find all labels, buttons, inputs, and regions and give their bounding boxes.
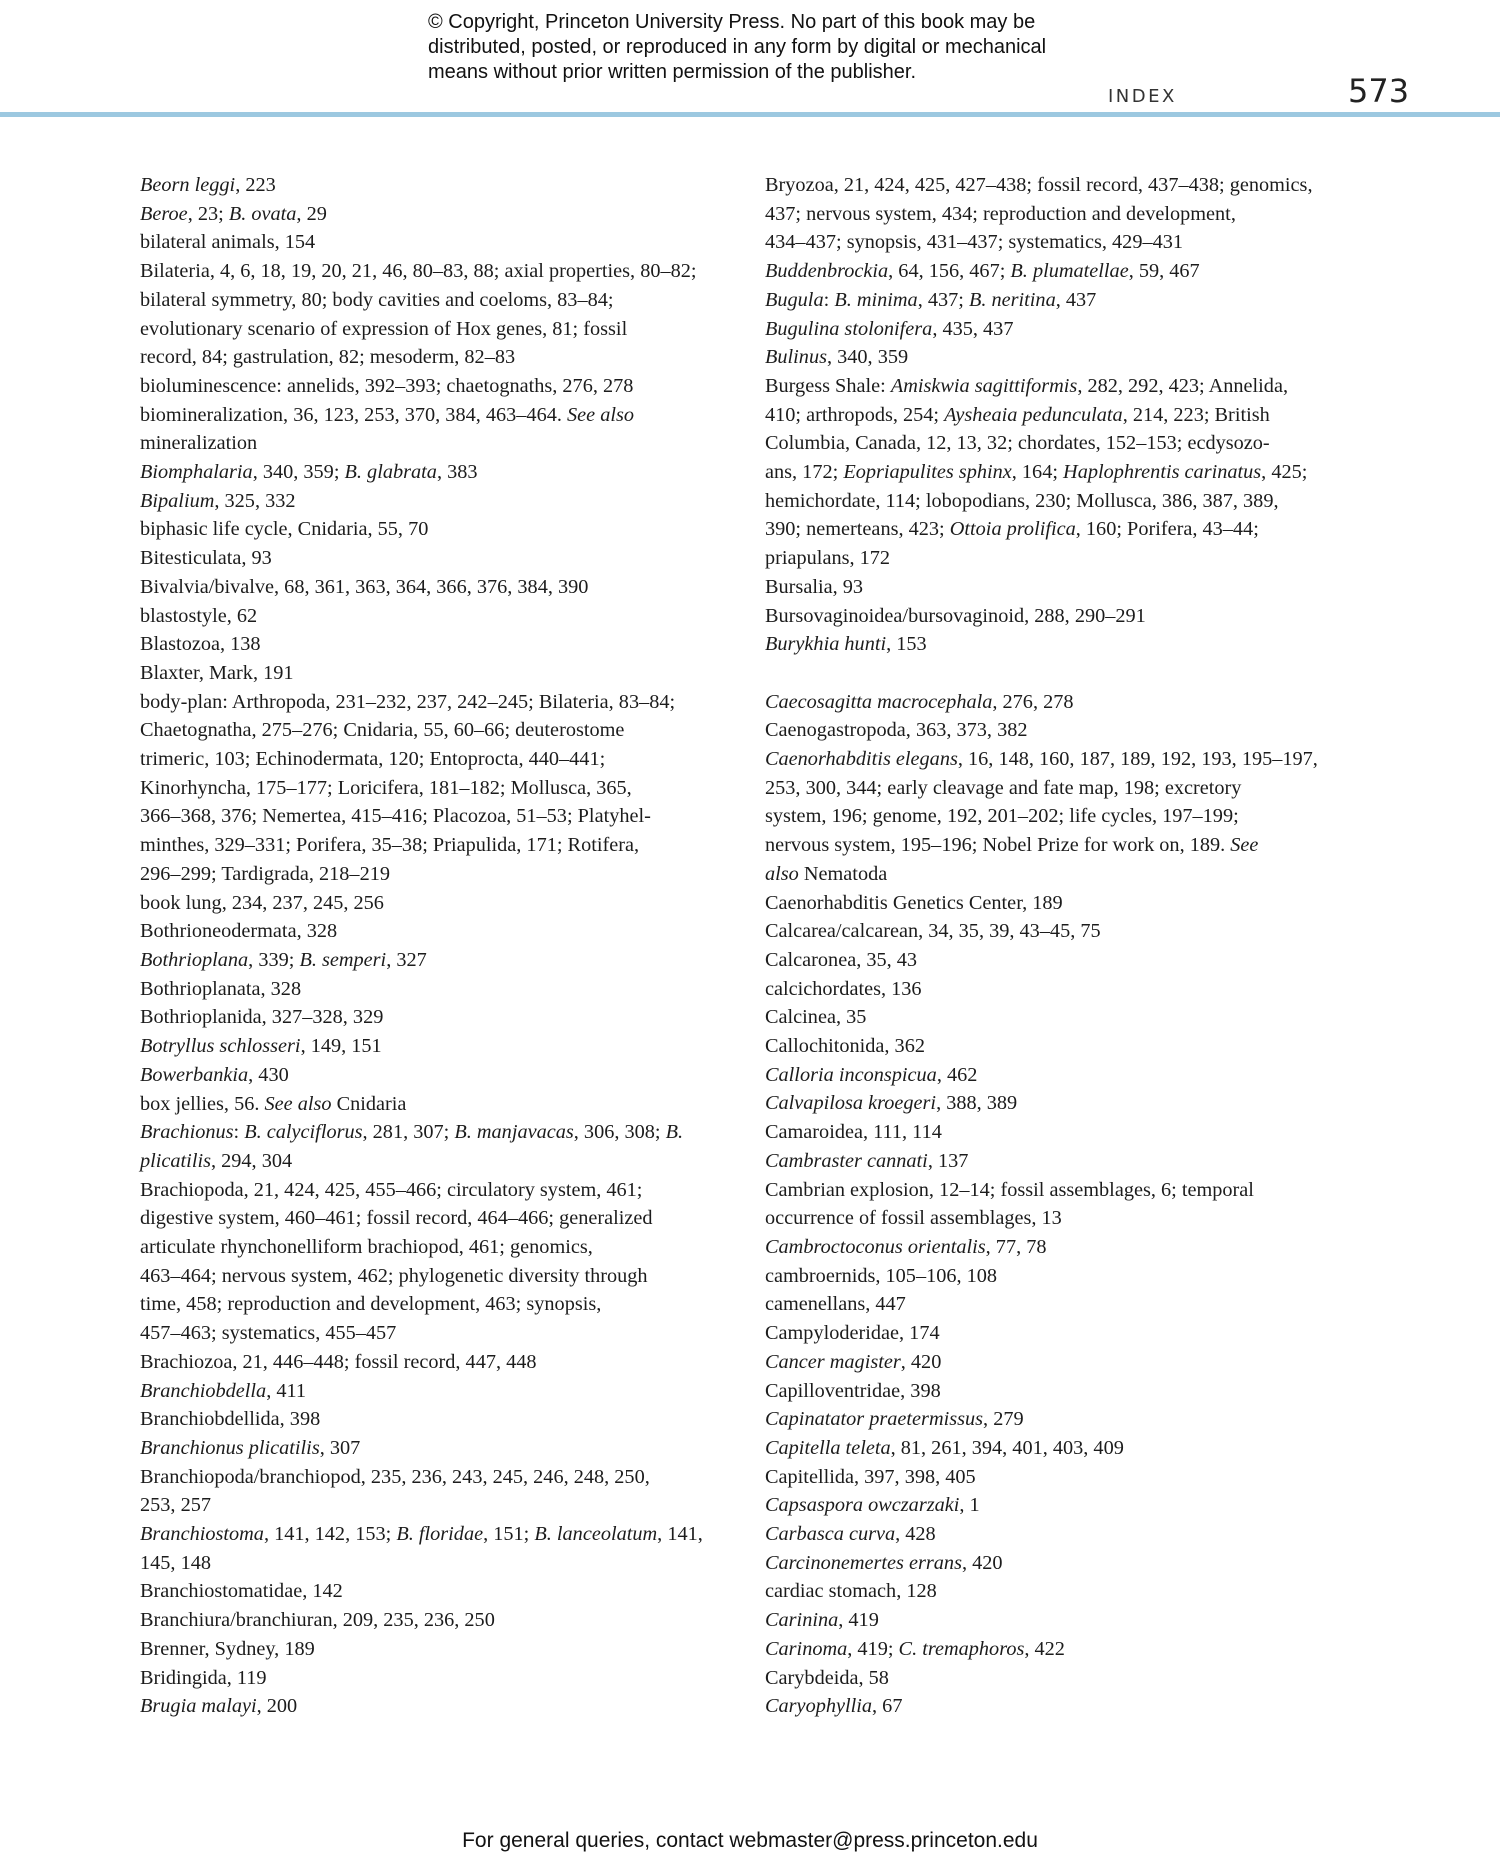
index-entry: Blastozoa, 138 (140, 633, 261, 656)
index-entry: Carybdeida, 58 (765, 1666, 889, 1689)
index-entry: Bothrioplanata, 328 (140, 977, 302, 1000)
index-entry: Beorn leggi, 223 (140, 174, 276, 196)
index-entry: Bugula: B. minima, 437; B. neritina, 437 (765, 288, 1097, 311)
index-entry: Carinoma, 419; C. tremaphoros, 422 (765, 1637, 1065, 1660)
index-entry: blastostyle, 62 (140, 604, 258, 627)
index-column-right (765, 171, 1365, 1721)
copyright-line: distributed, posted, or reproduced in any form by digital or mechanical (428, 36, 1047, 58)
index-entry: Brachionus: B. calyciflorus, 281, 307; B. manjavacas, 306, 308; B. plicatilis, 294, 304 (140, 1121, 684, 1172)
index-entry: Capsaspora owczarzaki, 1 (765, 1494, 980, 1517)
index-entry: book lung, 234, 237, 245, 256 (140, 891, 384, 914)
index-entry: Caryophyllia, 67 (765, 1695, 903, 1718)
index-entry: Calcaronea, 35, 43 (765, 948, 918, 971)
index-entry: Beroe, 23; B. ovata, 29 (140, 202, 327, 225)
index-entry: Botryllus schlosseri, 149, 151 (140, 1035, 382, 1058)
copyright-line: means without prior written permission of the publisher. (428, 61, 917, 83)
index-entry: Capitella teleta, 81, 261, 394, 401, 403, 409 (765, 1436, 1124, 1459)
index-entry: Cambroctoconus orientalis, 77, 78 (765, 1236, 1047, 1258)
index-entry: Bulinus, 340, 359 (765, 346, 909, 369)
index-entry: Bowerbankia, 430 (140, 1063, 289, 1086)
index-entry: Bugulina stolonifera, 435, 437 (765, 317, 1014, 340)
index-entry: biphasic life cycle, Cnidaria, 55, 70 (140, 518, 429, 541)
index-entry: Buddenbrockia, 64, 156, 467; B. plumatellae, 59, 467 (765, 260, 1200, 283)
index-entry: Bilateria, 4, 6, 18, 19, 20, 21, 46, 80–83, 88; axial properties, 80–82; bilateral symmetry, 80; body cavities and coeloms, 83–84; evolutionary scenario of expression of Hox genes, 81; fossil record, 84; gastrulation, 82; mesoderm, 82–83 (140, 260, 697, 369)
index-entry: camenellans, 447 (765, 1293, 906, 1316)
index-entry: Bridingida, 119 (140, 1666, 267, 1689)
index-entry: Cancer magister, 420 (765, 1350, 942, 1373)
index-entry: body-plan: Arthropoda, 231–232, 237, 242–245; Bilateria, 83–84; Chaetognatha, 275–276; Cnidaria, 55, 60–66; deuterostome trimeric, 103; Echinodermata, 120; Entoprocta, 440–441; Kinorhyncha, 175–177; Loricifera, 181–182; Mollusca, 365, 366–368, 376; Nemertea, 415–416; Placozoa, 51–53; Platyhel- minthes, 329–331; Porifera, 35–38; Priapulida, 171; Rotifera, 296–299; Tardigrada, 218–219 (140, 690, 676, 885)
copyright-line: © Copyright, Princeton University Press. No part of this book may be (428, 11, 1036, 33)
copyright-notice (428, 10, 1128, 85)
index-entry: Bothrioplana, 339; B. semperi, 327 (140, 948, 427, 971)
index-entry: Branchiopoda/branchiopod, 235, 236, 243, 245, 246, 248, 250, 253, 257 (140, 1465, 650, 1517)
index-entry: Bryozoa, 21, 424, 425, 427–438; fossil record, 437–438; genomics, 437; nervous system, 434; reproduction and development, 434–437; synopsis, 431–437; systematics, 429–431 (765, 174, 1313, 254)
index-entry: Blaxter, Mark, 191 (140, 661, 294, 684)
index-entry: Branchiostomatidae, 142 (140, 1580, 343, 1603)
index-entry: Bursalia, 93 (765, 575, 864, 598)
index-entry: Bothrioplanida, 327–328, 329 (140, 1006, 384, 1029)
index-entry: Capilloventridae, 398 (765, 1379, 941, 1402)
index-entry: Brachiopoda, 21, 424, 425, 455–466; circulatory system, 461; digestive system, 460–461; fossil record, 464–466; generalized articulate rhynchonelliform brachiopod, 461; genomics, 463–464; nervous system, 462; phylogenetic diversity through time, 458; reproduction and development, 463; synopsis, 457–463; systematics, 455–457 (140, 1178, 653, 1345)
index-entry: Brachiozoa, 21, 446–448; fossil record, 447, 448 (140, 1350, 537, 1373)
index-entry: Caenogastropoda, 363, 373, 382 (765, 719, 1028, 742)
index-column-left (140, 171, 740, 1721)
index-entry: Calvapilosa kroegeri, 388, 389 (765, 1092, 1018, 1115)
index-entry: Callochitonida, 362 (765, 1035, 925, 1058)
index-entry: Carcinonemertes errans, 420 (765, 1551, 1003, 1574)
index-entry: Calloria inconspicua, 462 (765, 1063, 978, 1086)
index-entry: Cambraster cannati, 137 (765, 1149, 969, 1172)
index-entry: box jellies, 56. See also Cnidaria (140, 1092, 407, 1115)
index-entry: biomineralization, 36, 123, 253, 370, 384, 463–464. See also mineralization (140, 403, 635, 455)
page-number: 573 (1348, 72, 1410, 110)
index-entry: Bothrioneodermata, 328 (140, 920, 338, 943)
index-entry: Caenorhabditis elegans, 16, 148, 160, 187, 189, 192, 193, 195–197, 253, 300, 344; early cleavage and fate map, 198; excretory system, 196; genome, 192, 201–202; life cycles, 197–199; nervous system, 195–196; Nobel Prize for work on, 189. See also Nematoda (765, 748, 1318, 885)
index-entry: Caecosagitta macrocephala, 276, 278 (765, 690, 1074, 713)
index-entry: bioluminescence: annelids, 392–393; chaetognaths, 276, 278 (140, 374, 634, 397)
index-entry: Branchiura/branchiuran, 209, 235, 236, 250 (140, 1609, 495, 1632)
index-entry: calcichordates, 136 (765, 977, 922, 1000)
index-entry: Caenorhabditis Genetics Center, 189 (765, 891, 1063, 914)
index-entry: Capinatator praetermissus, 279 (765, 1408, 1024, 1431)
index-entry: Bitesticulata, 93 (140, 547, 272, 570)
index-entry: bilateral animals, 154 (140, 231, 316, 254)
index-entry: Biomphalaria, 340, 359; B. glabrata, 383 (140, 461, 478, 484)
index-entry: Burykhia hunti, 153 (765, 633, 927, 656)
index-entry: Bursovaginoidea/bursovaginoid, 288, 290–291 (765, 604, 1146, 627)
index-entry: Calcinea, 35 (765, 1006, 867, 1029)
index-entry: Branchiobdellida, 398 (140, 1408, 321, 1431)
header-rule (0, 112, 1500, 117)
running-head: INDEX (1108, 86, 1177, 107)
index-entry: Cambrian explosion, 12–14; fossil assemblages, 6; temporal occurrence of fossil assemblages, 13 (765, 1178, 1254, 1230)
footer-note: For general queries, contact webmaster@press.princeton.edu (462, 1829, 1038, 1852)
letter-group-gap (765, 659, 1365, 688)
index-entry: Burgess Shale: Amiskwia sagittiformis, 282, 292, 423; Annelida, 410; arthropods, 254; Aysheaia pedunculata, 214, 223; British Columbia, Canada, 12, 13, 32; chordates, 152–153; ecdysozo- ans, 172; Eopriapulites sphinx, 164; Haplophrentis carinatus, 425; hemichordate, 114; lobopodians, 230; Mollusca, 386, 387, 389, 390; nemerteans, 423; Ottoia prolifica, 160; Porifera, 43–44; priapulans, 172 (765, 374, 1308, 570)
index-entry: Bivalvia/bivalve, 68, 361, 363, 364, 366, 376, 384, 390 (140, 575, 589, 598)
index-entry: Capitellida, 397, 398, 405 (765, 1465, 976, 1488)
index-entry: Camaroidea, 111, 114 (765, 1121, 942, 1144)
index-entry: Carbasca curva, 428 (765, 1523, 936, 1546)
index-entry: Carinina, 419 (765, 1609, 879, 1632)
index-entry: Bipalium, 325, 332 (140, 489, 296, 512)
index-entry: Branchiobdella, 411 (140, 1379, 306, 1402)
index-entry: Brugia malayi, 200 (140, 1695, 298, 1718)
index-entry: Calcarea/calcarean, 34, 35, 39, 43–45, 75 (765, 920, 1101, 943)
index-entry: Campyloderidae, 174 (765, 1322, 940, 1345)
index-entry: cambroernids, 105–106, 108 (765, 1264, 998, 1287)
index-entry: cardiac stomach, 128 (765, 1580, 937, 1603)
index-entry: Brenner, Sydney, 189 (140, 1637, 315, 1660)
index-entry: Branchionus plicatilis, 307 (140, 1436, 361, 1459)
index-entry: Branchiostoma, 141, 142, 153; B. floridae, 151; B. lanceolatum, 141, 145, 148 (140, 1523, 703, 1574)
